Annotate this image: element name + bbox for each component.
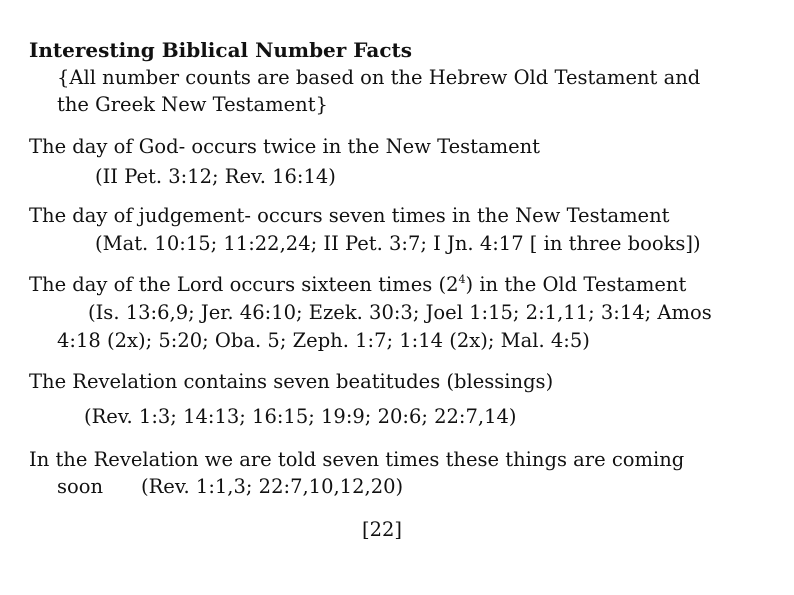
fact-3-statement-text: The day of the Lord occurs sixteen times (2 <box>29 273 459 296</box>
fact-4-statement: The Revelation contains seven beatitudes (blessings) <box>29 370 554 393</box>
fact-3-exponent: 4 <box>458 273 466 286</box>
fact-2-references: (Mat. 10:15; 11:22,24; II Pet. 3:7; I Jn. 4:17 [ in three books]) <box>95 232 701 255</box>
note-line-1: {All number counts are based on the Hebrew Old Testament and <box>57 66 701 89</box>
fact-5-continuation: soon <box>57 475 104 498</box>
fact-3-statement-text-end: ) in the Old Testament <box>465 273 687 296</box>
fact-1-statement: The day of God- occurs twice in the New Testament <box>29 135 541 158</box>
fact-4-references: (Rev. 1:3; 14:13; 16:15; 19:9; 20:6; 22:7,14) <box>84 405 517 428</box>
fact-5-statement: In the Revelation we are told seven times these things are coming <box>29 448 685 471</box>
note-line-2: the Greek New Testament} <box>57 93 328 116</box>
fact-3-statement <box>29 272 686 298</box>
fact-1-references: (II Pet. 3:12; Rev. 16:14) <box>95 165 336 188</box>
fact-5-references: (Rev. 1:1,3; 22:7,10,12,20) <box>141 475 404 498</box>
page-number: [22] <box>362 518 403 541</box>
fact-2-statement: The day of judgement- occurs seven times in the New Testament <box>29 204 670 227</box>
document-title: Interesting Biblical Number Facts <box>29 38 413 62</box>
fact-3-references-line-2: 4:18 (2x); 5:20; Oba. 5; Zeph. 1:7; 1:14 (2x); Mal. 4:5) <box>57 329 590 352</box>
fact-3-references-line-1: (Is. 13:6,9; Jer. 46:10; Ezek. 30:3; Joel 1:15; 2:1,11; 3:14; Amos <box>88 301 712 324</box>
